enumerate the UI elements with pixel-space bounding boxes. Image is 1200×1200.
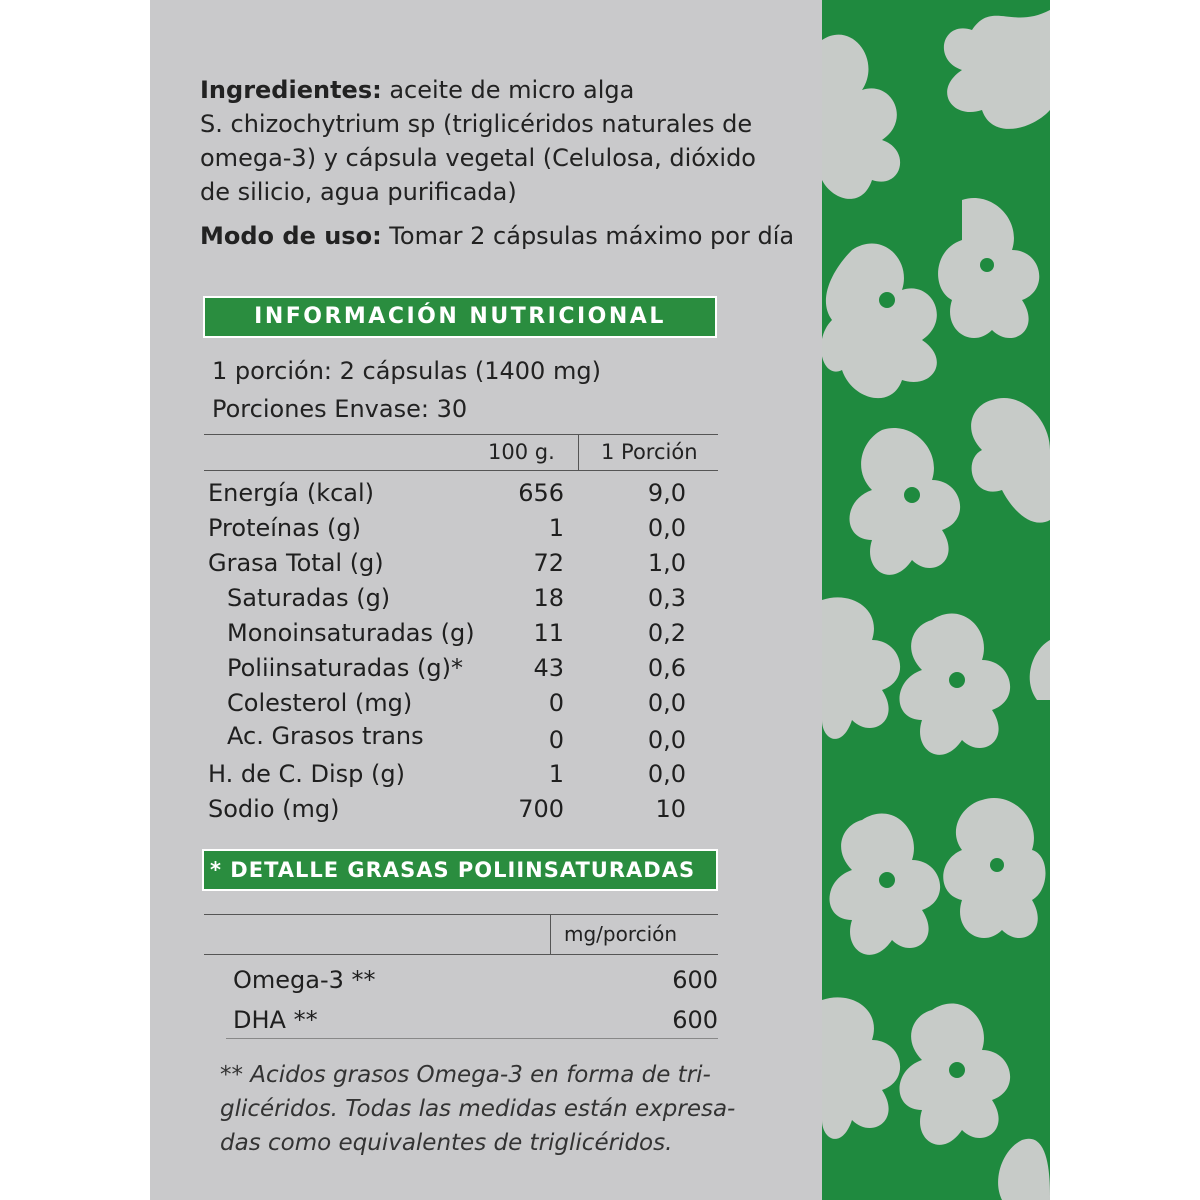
column-header-portion: 1 Porción	[601, 440, 698, 464]
detail-header-rule	[204, 954, 718, 955]
serving-size: 1 porción: 2 cápsulas (1400 mg)	[212, 357, 601, 385]
footnote-line: ** Acidos grasos Omega-3 en forma de tri-	[220, 1062, 711, 1088]
table-header-rule	[204, 470, 718, 471]
value-per-portion: 0,0	[647, 514, 686, 542]
value-per-100g: 72	[533, 549, 564, 577]
ingredients-line: S. chizochytrium sp (triglicéridos naturales de	[200, 110, 753, 138]
ingredients-text	[200, 73, 810, 209]
nutrient-name: Poliinsaturadas (g)*	[227, 654, 463, 682]
detail-column-header: mg/porción	[564, 922, 678, 946]
value-per-portion: 0,2	[647, 619, 686, 647]
footnote-line: glicéridos. Todas las medidas están expresa-	[220, 1096, 736, 1122]
nutrient-name: Grasa Total (g)	[208, 549, 384, 577]
table-column-divider	[578, 434, 579, 470]
value-per-100g: 700	[518, 795, 564, 823]
ingredients-line: de silicio, agua purificada)	[200, 178, 517, 206]
value-per-100g: 43	[533, 654, 564, 682]
nutrient-name: H. de C. Disp (g)	[208, 760, 406, 788]
table-row	[0, 686, 1200, 721]
usage-label: Modo de uso:	[200, 222, 382, 250]
table-row	[0, 719, 1200, 754]
table-row	[0, 546, 1200, 581]
nutrient-name: Monoinsaturadas (g)	[227, 619, 475, 647]
footnote-line: das como equivalentes de triglicéridos.	[220, 1130, 673, 1156]
value-per-portion: 0,3	[647, 584, 686, 612]
value-per-100g: 656	[518, 479, 564, 507]
polyunsaturated-detail-banner: * DETALLE GRASAS POLIINSATURADAS	[202, 849, 718, 891]
table-row	[0, 581, 1200, 616]
value-per-portion: 10	[655, 795, 686, 823]
table-top-rule	[204, 434, 718, 435]
value-per-100g: 18	[533, 584, 564, 612]
table-row	[0, 792, 1200, 827]
detail-row	[0, 960, 1200, 1000]
table-row	[0, 616, 1200, 651]
table-row	[0, 511, 1200, 546]
value-per-portion: 1,0	[647, 549, 686, 577]
value-per-100g: 11	[533, 619, 564, 647]
detail-value: 600	[672, 966, 718, 994]
servings-per-container: Porciones Envase: 30	[212, 395, 468, 423]
nutrient-name: Saturadas (g)	[227, 584, 391, 612]
value-per-portion: 0,0	[647, 689, 686, 717]
usage-text	[200, 219, 810, 253]
ingredients-line: aceite de micro alga	[381, 76, 635, 104]
value-per-100g: 1	[548, 514, 564, 542]
value-per-100g: 1	[548, 760, 564, 788]
detail-row	[0, 1000, 1200, 1040]
nutrient-name: Sodio (mg)	[208, 795, 340, 823]
value-per-portion: 0,0	[647, 760, 686, 788]
detail-column-divider	[550, 914, 551, 954]
nutrition-title-banner: INFORMACIÓN NUTRICIONAL	[203, 296, 717, 338]
nutrient-name: Proteínas (g)	[208, 514, 361, 542]
usage-instructions: Tomar 2 cápsulas máximo por día	[381, 222, 795, 250]
serving-info	[212, 352, 601, 428]
table-row	[0, 757, 1200, 792]
nutrient-name: Colesterol (mg)	[227, 689, 413, 717]
table-row	[0, 651, 1200, 686]
value-per-portion: 0,6	[647, 654, 686, 682]
column-header-100g: 100 g.	[488, 440, 555, 464]
nutrient-name: Energía (kcal)	[208, 479, 375, 507]
nutrient-name: Ac. Grasos trans	[227, 722, 424, 750]
footnote	[220, 1058, 800, 1160]
value-per-portion: 9,0	[647, 479, 686, 507]
detail-value: 600	[672, 1006, 718, 1034]
table-row	[0, 476, 1200, 511]
detail-top-rule	[204, 914, 718, 915]
detail-name: DHA **	[233, 1006, 318, 1034]
detail-bottom-rule	[226, 1038, 718, 1039]
value-per-100g: 0	[548, 689, 564, 717]
ingredients-line: omega-3) y cápsula vegetal (Celulosa, dióxido	[200, 144, 756, 172]
value-per-100g: 0	[548, 726, 564, 754]
value-per-portion: 0,0	[647, 726, 686, 754]
detail-name: Omega-3 **	[233, 966, 376, 994]
ingredients-label: Ingredientes:	[200, 76, 382, 104]
